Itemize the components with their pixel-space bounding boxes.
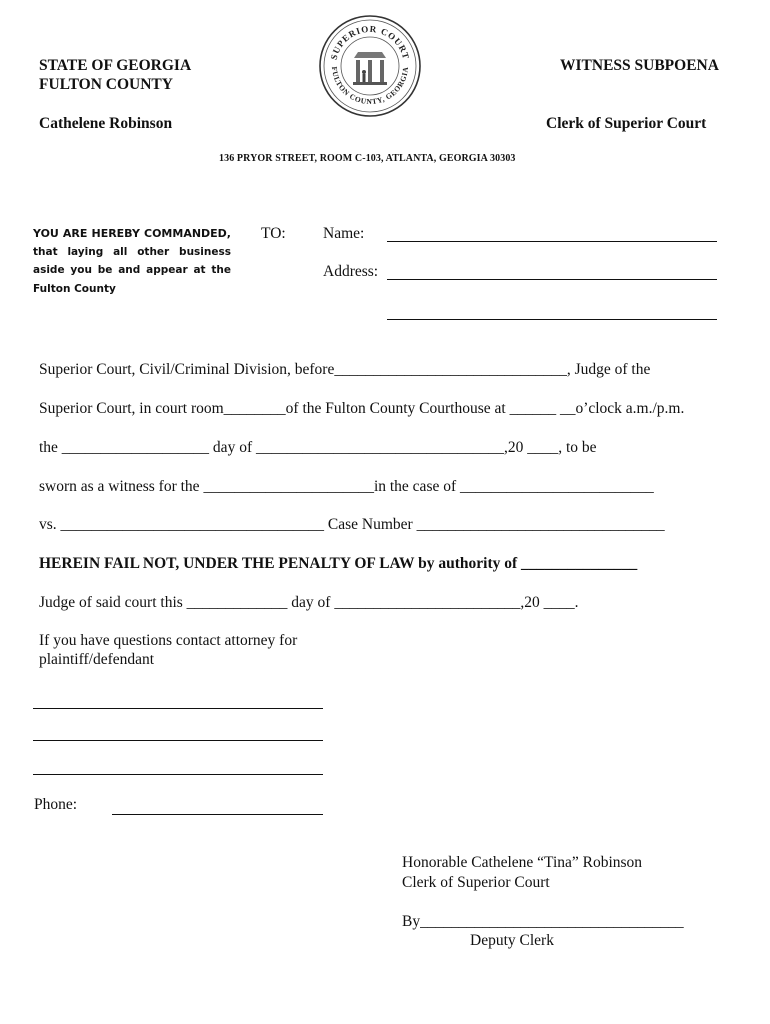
deputy-clerk-label: Deputy Clerk [470, 932, 554, 949]
county-label: FULTON COUNTY [39, 76, 173, 93]
clerk-title: Clerk of Superior Court [546, 115, 707, 132]
signature-title: Clerk of Superior Court [402, 874, 550, 891]
address-label: Address: [323, 263, 379, 280]
body-line-4: sworn as a witness for the ______________________in the case of _________________________ [39, 478, 654, 495]
address-field-2[interactable] [387, 319, 717, 320]
attorney-field-2[interactable] [33, 740, 323, 741]
signature-by-line[interactable]: By__________________________________ [402, 913, 684, 930]
body-line-6: HEREIN FAIL NOT, UNDER THE PENALTY OF LAW by authority of _______________ [39, 555, 638, 572]
name-field[interactable] [387, 241, 717, 242]
clerk-name: Cathelene Robinson [39, 115, 173, 132]
command-lead: YOU ARE HEREBY COMMANDED, [33, 227, 231, 240]
body-line-7: Judge of said court this _____________ day of ________________________,20 ____. [39, 594, 579, 611]
phone-label: Phone: [34, 796, 78, 813]
contact-line-2: plaintiff/defendant [39, 651, 155, 668]
attorney-field-1[interactable] [33, 708, 323, 709]
body-line-5: vs. __________________________________ Case Number ________________________________ [39, 516, 665, 533]
command-rest: that laying all other business aside you be and appear at the Fulton County [33, 245, 231, 295]
name-label: Name: [323, 225, 365, 242]
court-seal-icon [318, 14, 422, 118]
svg-text:SUPERIOR COURT: SUPERIOR COURT [328, 23, 412, 61]
court-address: 136 PRYOR STREET, ROOM C-103, ATLANTA, GEORGIA 30303 [219, 153, 516, 164]
to-label: TO: [261, 225, 286, 242]
command-paragraph [33, 225, 231, 298]
body-line-3: the ___________________ day of ________________________________,20 ____, to be [39, 439, 597, 456]
contact-line-1: If you have questions contact attorney for [39, 632, 298, 649]
state-label: STATE OF GEORGIA [39, 57, 192, 74]
body-line-2: Superior Court, in court room________of the Fulton County Courthouse at ______ __o’clock a.m./p.m. [39, 400, 685, 417]
attorney-field-3[interactable] [33, 774, 323, 775]
signature-name: Honorable Cathelene “Tina” Robinson [402, 854, 643, 871]
address-field-1[interactable] [387, 279, 717, 280]
svg-text:FULTON COUNTY, GEORGIA: FULTON COUNTY, GEORGIA [329, 66, 411, 107]
document-title: WITNESS SUBPOENA [560, 57, 719, 74]
body-line-1: Superior Court, Civil/Criminal Division, before______________________________, Judge of the [39, 361, 651, 378]
phone-field[interactable] [112, 814, 323, 815]
